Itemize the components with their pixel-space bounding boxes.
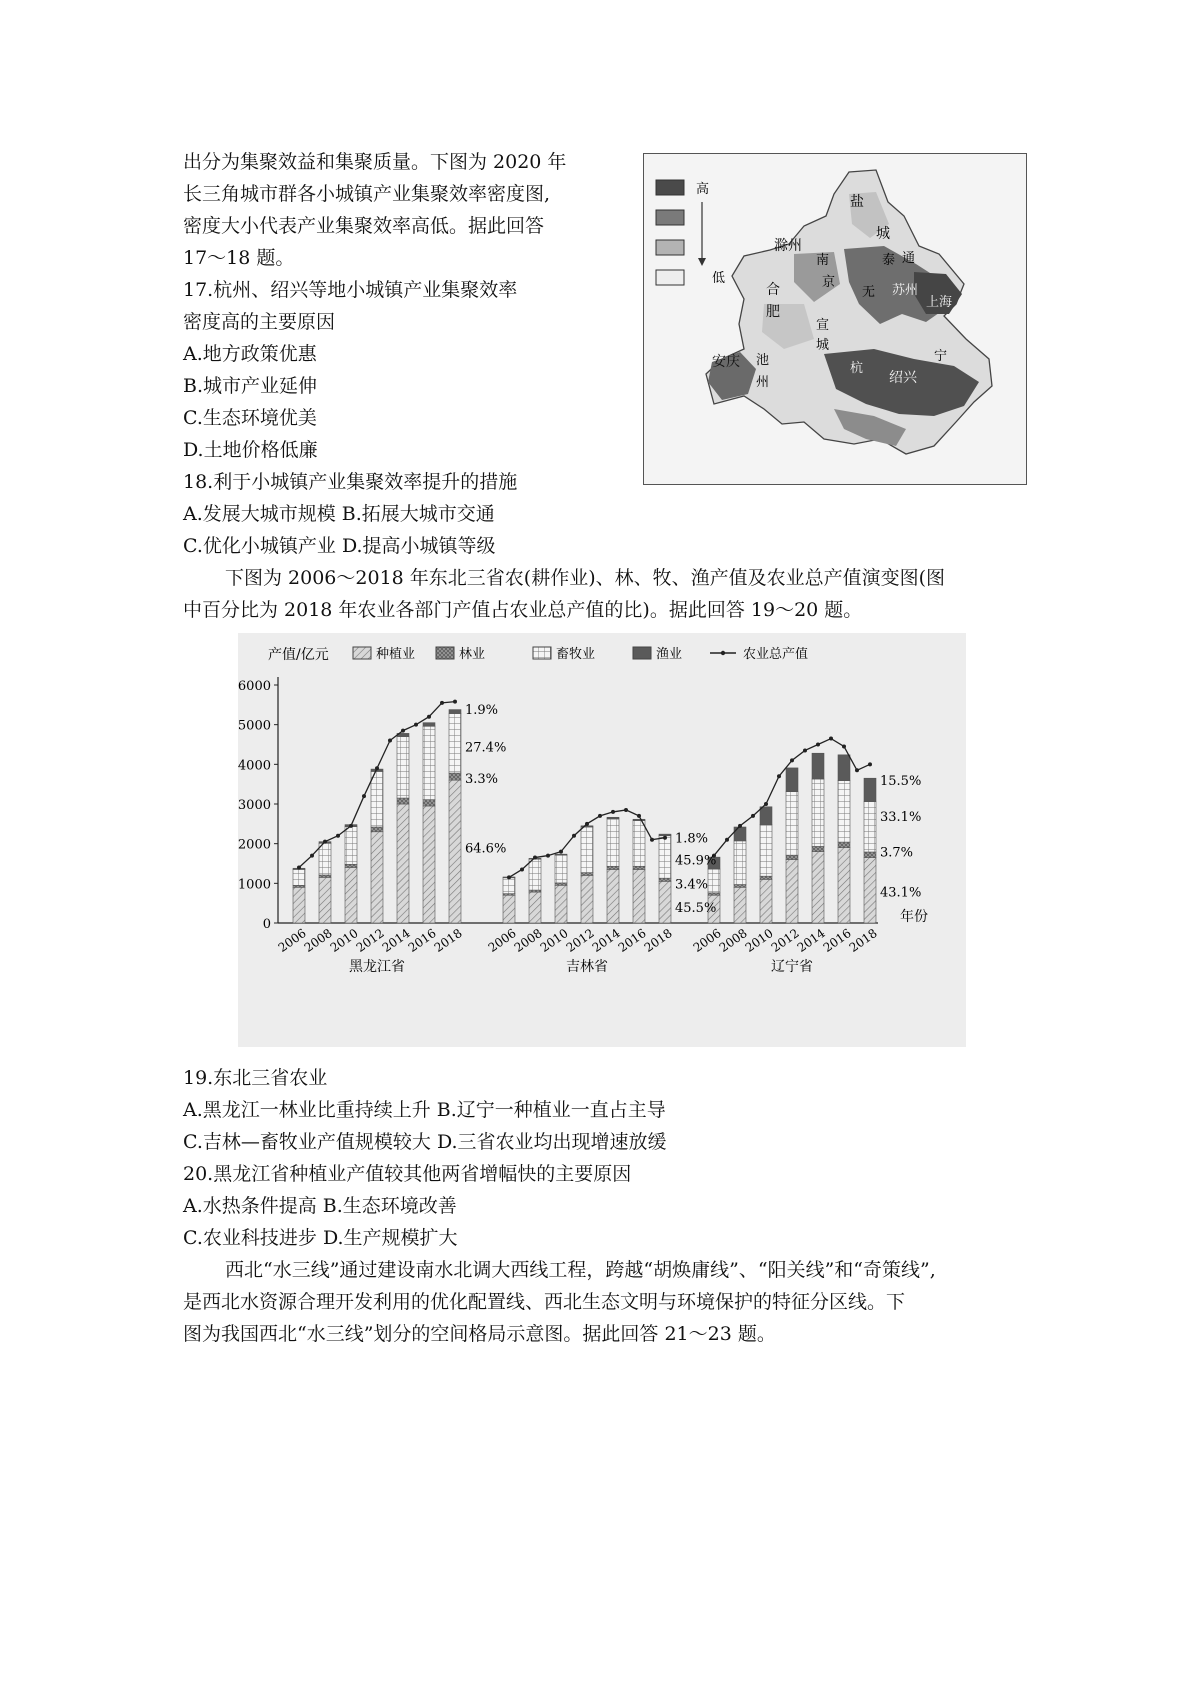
map-label-shaoxing: 绍兴	[889, 370, 917, 386]
map-label-nan: 南	[816, 253, 830, 268]
chart-svg	[238, 633, 966, 1047]
bar-livestock	[293, 869, 305, 885]
chart-legend	[353, 646, 808, 662]
legend-label-total: 农业总产值	[743, 647, 809, 662]
x-tick-label: 2014	[379, 925, 413, 955]
total-output-point	[427, 715, 431, 719]
bar-forestry	[633, 866, 645, 869]
bar-livestock	[633, 821, 645, 867]
density-map-figure	[643, 153, 1027, 485]
intro-line-1: 出分为集聚效益和集聚质量。下图为 2020 年	[183, 151, 567, 173]
map-label-zhou: 州	[756, 375, 770, 390]
bar-planting	[555, 885, 567, 923]
q17-stem-1: 17.杭州、绍兴等地小城镇产业集聚效率	[183, 279, 518, 301]
total-output-point	[803, 748, 807, 752]
pct-2018-label: 43.1%	[880, 885, 922, 901]
bar-forestry	[319, 875, 331, 877]
total-output-point	[816, 743, 820, 747]
legend-swatch-high	[656, 180, 684, 195]
map-label-jing: 京	[822, 275, 836, 290]
q17-stem-2: 密度高的主要原因	[183, 311, 336, 333]
map-label-cheng-2: 城	[816, 338, 830, 353]
bar-fishery	[555, 854, 567, 855]
x-tick-label: 2016	[615, 925, 649, 955]
passage3-line-2: 是西北水资源合理开发利用的优化配置线、西北生态文明与环境保护的特征分区线。下	[183, 1291, 906, 1313]
pct-2018-label: 3.4%	[675, 877, 709, 893]
legend-label-planting: 种植业	[376, 647, 416, 662]
total-output-point	[388, 739, 392, 743]
bar-planting	[838, 848, 850, 923]
bar-livestock	[760, 825, 772, 877]
y-tick-label: 6000	[238, 679, 271, 694]
total-output-point	[559, 850, 563, 854]
bar-livestock	[838, 781, 850, 842]
q17-option-a: A.地方政策优惠	[183, 343, 317, 365]
legend-label-fishery: 渔业	[656, 647, 683, 662]
bar-planting	[760, 879, 772, 923]
intro-line-3: 密度大小代表产业集聚效率高低。据此回答	[183, 215, 545, 237]
total-output-point	[663, 836, 667, 840]
chart-ylabel: 产值/亿元	[268, 647, 329, 663]
bar-fishery	[423, 723, 435, 727]
bar-planting	[293, 887, 305, 923]
bar-fishery	[734, 827, 746, 841]
pct-2018-label: 45.9%	[675, 853, 717, 869]
total-output-point	[738, 824, 742, 828]
map-label-he: 合	[766, 282, 780, 298]
bar-livestock	[581, 827, 593, 873]
y-tick-label: 2000	[238, 837, 271, 853]
map-label-xuan: 宣	[816, 318, 830, 333]
legend-swatch-livestock	[533, 647, 551, 659]
intro-line-2: 长三角城市群各小城镇产业集聚效率密度图,	[183, 183, 551, 205]
bar-fishery	[607, 817, 619, 818]
x-tick-label: 2016	[820, 925, 854, 955]
q17-option-b: B.城市产业延伸	[183, 375, 318, 397]
pct-2018-label: 33.1%	[880, 809, 922, 825]
q20-options-ab: A.水热条件提高 B.生态环境改善	[183, 1195, 457, 1217]
map-label-chi: 池	[756, 353, 770, 368]
total-output-point	[764, 802, 768, 806]
bar-forestry	[449, 773, 461, 780]
bar-livestock	[503, 878, 515, 894]
bar-livestock	[659, 836, 671, 878]
q18-stem: 18.利于小城镇产业集聚效率提升的措施	[183, 471, 518, 493]
bar-forestry	[838, 842, 850, 848]
q20-options-cd: C.农业科技进步 D.生产规模扩大	[183, 1227, 458, 1249]
total-output-point	[414, 723, 418, 727]
legend-swatch-forestry	[436, 647, 454, 659]
bar-livestock	[607, 819, 619, 867]
bar-livestock	[555, 855, 567, 883]
bar-fishery	[633, 819, 645, 820]
legend-label-livestock: 畜牧业	[556, 647, 596, 662]
bar-forestry	[345, 864, 357, 867]
x-tick-label: 2010	[327, 925, 361, 955]
x-tick-label: 2006	[485, 925, 519, 955]
legend-swatch-total-dot	[721, 651, 725, 655]
bar-livestock	[864, 802, 876, 852]
total-output-point	[546, 854, 550, 858]
bar-planting	[345, 867, 357, 923]
total-output-point	[323, 840, 327, 844]
bar-fishery	[786, 768, 798, 792]
pct-2018-label: 1.9%	[465, 702, 499, 718]
total-output-point	[297, 865, 301, 869]
bar-forestry	[760, 876, 772, 879]
map-label-suzhou: 苏州	[892, 283, 919, 298]
passage2-line-2: 中百分比为 2018 年农业各部门产值占农业总产值的比)。据此回答 19～20 题。	[183, 599, 863, 621]
total-output-point	[790, 758, 794, 762]
bar-forestry	[659, 878, 671, 881]
pct-2018-label: 3.3%	[465, 772, 499, 788]
bar-planting	[659, 881, 671, 923]
q18-options-cd: C.优化小城镇产业 D.提高小城镇等级	[183, 535, 496, 557]
bar-planting	[633, 869, 645, 923]
bar-fishery	[449, 710, 461, 714]
pct-2018-label: 3.7%	[880, 845, 914, 861]
agriculture-output-chart	[238, 633, 966, 1047]
total-output-point	[725, 838, 729, 842]
total-output-point	[533, 856, 537, 860]
bar-fishery	[864, 778, 876, 801]
bar-forestry	[734, 885, 746, 888]
province-label: 辽宁省	[771, 959, 813, 975]
bar-livestock	[449, 714, 461, 774]
total-output-point	[310, 854, 314, 858]
q19-options-ab: A.黑龙江一林业比重持续上升 B.辽宁一种植业一直占主导	[183, 1099, 666, 1121]
total-output-point	[777, 774, 781, 778]
intro-line-4: 17～18 题。	[183, 247, 295, 269]
total-output-point	[611, 810, 615, 814]
q20-stem: 20.黑龙江省种植业产值较其他两省增幅快的主要原因	[183, 1163, 632, 1185]
bar-fishery	[838, 755, 850, 781]
legend-arrow-head	[698, 258, 706, 266]
bar-forestry	[708, 893, 720, 895]
pct-2018-label: 27.4%	[465, 740, 507, 756]
bar-forestry	[812, 846, 824, 851]
x-tick-label: 2006	[690, 925, 724, 955]
bar-livestock	[708, 869, 720, 893]
bar-forestry	[423, 800, 435, 806]
x-tick-label: 2008	[301, 925, 335, 955]
total-output-point	[572, 834, 576, 838]
map-label-hang: 杭	[850, 361, 864, 376]
bar-planting	[812, 852, 824, 923]
passage3-line-3: 图为我国西北“水三线”划分的空间格局示意图。据此回答 21～23 题。	[183, 1323, 776, 1345]
y-tick-label: 1000	[238, 877, 271, 893]
x-tick-label: 2012	[563, 925, 597, 955]
passage3-line-1: 西北“水三线”通过建设南水北调大西线工程，跨越“胡焕庸线”、“阳关线”和“奇策线”,	[225, 1259, 936, 1281]
total-output-point	[336, 834, 340, 838]
x-tick-label: 2008	[511, 925, 545, 955]
map-label-ning: 宁	[934, 349, 948, 364]
bar-livestock	[734, 841, 746, 885]
total-output-point	[507, 875, 511, 879]
q17-option-d: D.土地价格低廉	[183, 439, 318, 461]
total-output-point	[453, 700, 457, 704]
map-label-wu: 无	[862, 285, 876, 300]
total-output-point	[829, 737, 833, 741]
bar-livestock	[319, 843, 331, 875]
bar-forestry	[555, 883, 567, 885]
x-tick-label: 2010	[537, 925, 571, 955]
total-output-point	[842, 744, 846, 748]
total-output-point	[598, 814, 602, 818]
bar-forestry	[864, 852, 876, 858]
map-label-anqing: 安庆	[712, 354, 740, 370]
bar-livestock	[786, 792, 798, 855]
chart-xlabel: 年份	[900, 909, 928, 925]
legend-swatch-low	[656, 270, 684, 285]
pct-2018-label: 45.5%	[675, 901, 717, 917]
total-output-point	[855, 768, 859, 772]
bar-planting	[397, 804, 409, 923]
y-tick-label: 3000	[238, 798, 271, 813]
bar-planting	[529, 892, 541, 923]
legend-swatch-mid-low	[656, 240, 684, 255]
passage2-line-1: 下图为 2006～2018 年东北三省农(耕作业)、林、牧、渔产值及农业总产值演变图(图	[225, 567, 946, 589]
bar-planting	[449, 780, 461, 923]
bar-forestry	[607, 866, 619, 869]
total-output-point	[751, 814, 755, 818]
bar-planting	[786, 860, 798, 923]
legend-label-forestry: 林业	[459, 647, 486, 662]
bar-planting	[319, 877, 331, 923]
pct-2018-label: 64.6%	[465, 841, 507, 857]
bar-fishery	[760, 807, 772, 825]
bar-livestock	[345, 827, 357, 865]
bar-planting	[371, 832, 383, 923]
x-tick-label: 2018	[431, 925, 465, 955]
total-output-point	[440, 701, 444, 705]
province-label: 吉林省	[566, 959, 608, 975]
q17-option-c: C.生态环境优美	[183, 407, 317, 429]
bar-livestock	[371, 771, 383, 827]
total-output-point	[868, 762, 872, 766]
legend-low-label: 低	[712, 271, 726, 286]
total-output-point	[650, 838, 654, 842]
x-tick-label: 2006	[275, 925, 309, 955]
q18-options-ab: A.发展大城市规模 B.拓展大城市交通	[183, 503, 495, 525]
bar-forestry	[581, 873, 593, 876]
x-tick-label: 2018	[641, 925, 675, 955]
pct-2018-label: 15.5%	[880, 774, 922, 790]
map-label-tong: 通	[902, 251, 916, 266]
bar-fishery	[812, 753, 824, 779]
bar-planting	[503, 895, 515, 923]
map-label-shanghai: 上海	[926, 295, 953, 310]
total-output-point	[349, 824, 353, 828]
legend-swatch-fishery	[633, 647, 651, 659]
q19-options-cd: C.吉林—畜牧业产值规模较大 D.三省农业均出现增速放缓	[183, 1131, 667, 1153]
x-tick-label: 2018	[846, 925, 880, 955]
map-label-yan: 盐	[850, 194, 864, 210]
total-output-point	[375, 766, 379, 770]
bar-livestock	[529, 859, 541, 890]
bar-planting	[607, 869, 619, 923]
bar-livestock	[397, 737, 409, 798]
bar-livestock	[423, 726, 435, 799]
province-label: 黑龙江省	[349, 959, 405, 975]
x-tick-label: 2014	[794, 925, 828, 955]
x-tick-label: 2016	[405, 925, 439, 955]
y-tick-label: 4000	[238, 758, 271, 774]
legend-swatch-mid-high	[656, 210, 684, 225]
bar-forestry	[786, 855, 798, 859]
legend-high-label: 高	[696, 182, 710, 197]
bar-planting	[423, 806, 435, 923]
map-label-fei: 肥	[766, 304, 780, 320]
bar-planting	[581, 875, 593, 923]
legend-swatch-planting	[353, 647, 371, 659]
total-output-point	[585, 822, 589, 826]
x-tick-label: 2014	[589, 925, 623, 955]
total-output-point	[362, 794, 366, 798]
map-label-cheng: 城	[876, 226, 890, 242]
x-tick-label: 2008	[716, 925, 750, 955]
q19-stem: 19.东北三省农业	[183, 1067, 328, 1089]
total-output-point	[637, 814, 641, 818]
density-map	[644, 154, 1026, 484]
total-output-point	[520, 867, 524, 871]
bar-planting	[734, 887, 746, 923]
x-tick-label: 2012	[353, 925, 387, 955]
map-label-chuzhou: 滁州	[774, 238, 802, 254]
bar-fishery	[659, 834, 671, 836]
pct-2018-label: 1.8%	[675, 831, 709, 847]
total-output-point	[624, 808, 628, 812]
x-tick-label: 2012	[768, 925, 802, 955]
bar-livestock	[812, 779, 824, 846]
bar-forestry	[397, 798, 409, 804]
map-label-tai: 泰	[882, 253, 896, 268]
bar-forestry	[371, 827, 383, 832]
x-tick-label: 2010	[742, 925, 776, 955]
y-tick-label: 5000	[238, 718, 271, 734]
total-output-point	[401, 729, 405, 733]
bar-planting	[864, 858, 876, 923]
y-tick-label: 0	[262, 917, 271, 932]
